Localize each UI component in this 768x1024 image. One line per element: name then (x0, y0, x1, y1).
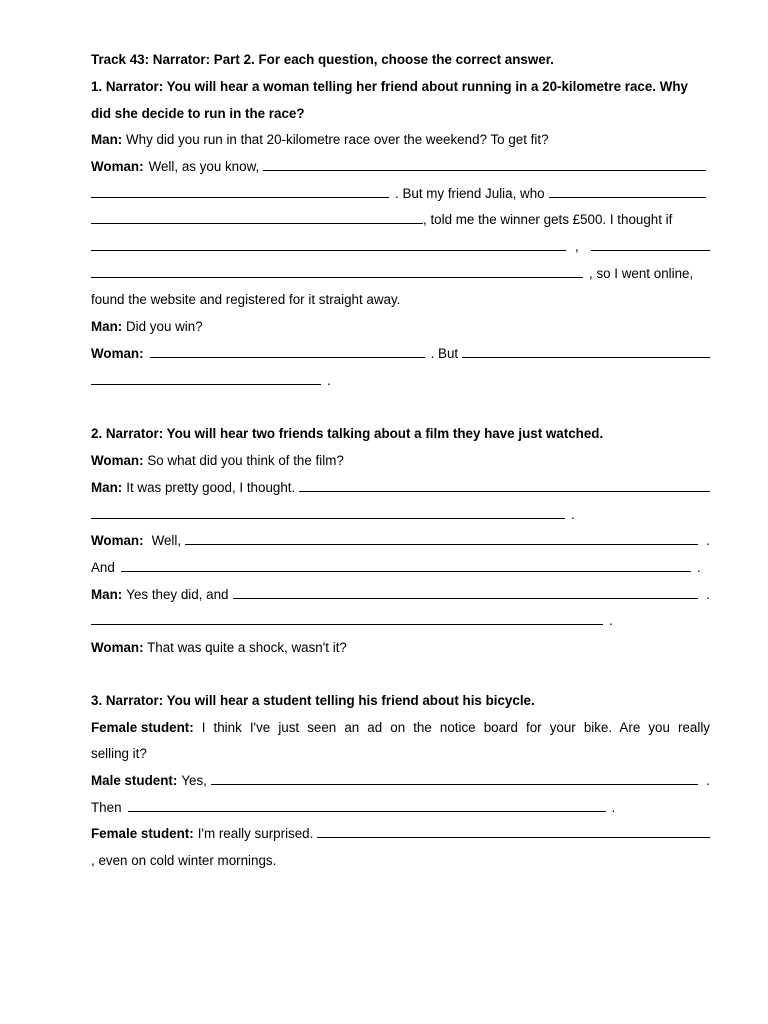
q1-line9 (91, 372, 710, 390)
dialogue-text: Then (91, 800, 122, 815)
answer-blank[interactable] (591, 238, 710, 251)
speaker-label: Female student: (91, 826, 194, 841)
dialogue-text: It was pretty good, I thought. (126, 480, 296, 495)
dialogue-text: Did you win? (125, 319, 203, 334)
q1-prompt-line2: did she decide to run in the race? (91, 106, 305, 121)
dialogue-text: . But my friend Julia, who (395, 186, 545, 201)
answer-blank[interactable] (91, 506, 565, 519)
q1-woman-line2 (91, 345, 710, 363)
dialogue-text: . (706, 773, 710, 788)
answer-blank[interactable] (91, 185, 389, 198)
q2-woman-line1 (91, 452, 710, 470)
q3-prompt: 3. Narrator: You will hear a student telling his friend about his bicycle. (91, 693, 535, 708)
dialogue-text: , so I went online, (589, 266, 694, 281)
dialogue-text: . (706, 533, 710, 548)
q1-line5 (91, 238, 710, 256)
answer-blank[interactable] (233, 586, 699, 599)
speaker-label: Woman: (91, 159, 144, 174)
answer-blank[interactable] (462, 345, 710, 358)
q1-man-line1 (91, 131, 710, 149)
dialogue-text: Well, (151, 533, 182, 548)
dialogue-text: Yes they did, and (126, 587, 229, 602)
dialogue-text: I'm really surprised. (197, 826, 314, 841)
answer-blank[interactable] (91, 211, 423, 224)
q1-woman-line1 (91, 158, 710, 176)
speaker-label: Female student: (91, 720, 194, 735)
q1-line3 (91, 185, 710, 203)
dialogue-text: . (571, 507, 575, 522)
answer-blank[interactable] (185, 532, 698, 545)
speaker-label: Woman: (91, 453, 144, 468)
q2-woman-line2 (91, 532, 710, 550)
q1-prompt-line1: 1. Narrator: You will hear a woman telling her friend about running in a 20-kilometre race. Why (91, 79, 688, 94)
dialogue-text: So what did you think of the film? (147, 453, 344, 468)
dialogue-text: . (611, 800, 616, 815)
answer-blank[interactable] (150, 345, 425, 358)
q2-man-line1 (91, 479, 710, 497)
q2-prompt: 2. Narrator: You will hear two friends talking about a film they have just watched. (91, 426, 604, 441)
q2-line4 (91, 506, 710, 524)
answer-blank[interactable] (317, 825, 710, 838)
track-header: Track 43: Narrator: Part 2. For each question, choose the correct answer. (91, 52, 554, 67)
q3-line3: selling it? (91, 746, 147, 761)
q3-female-line1 (91, 719, 710, 737)
answer-blank[interactable] (91, 372, 321, 385)
dialogue-text: Why did you run in that 20-kilometre race over the weekend? To get fit? (125, 132, 549, 147)
dialogue-text: . (696, 560, 701, 575)
answer-blank[interactable] (211, 772, 698, 785)
dialogue-text: That was quite a shock, wasn't it? (147, 640, 347, 655)
q2-line6 (91, 559, 710, 577)
answer-blank[interactable] (91, 612, 603, 625)
q1-line4 (91, 211, 710, 229)
q3-female-line2 (91, 825, 710, 843)
answer-blank[interactable] (549, 185, 706, 198)
answer-blank[interactable] (128, 799, 606, 812)
speaker-label: Woman: (91, 640, 144, 655)
speaker-label: Woman: (91, 533, 144, 548)
dialogue-text: And (91, 560, 115, 575)
answer-blank[interactable] (263, 158, 706, 171)
speaker-label: Male student: (91, 773, 178, 788)
speaker-label: Man: (91, 587, 123, 602)
dialogue-text: , (575, 239, 579, 254)
dialogue-text: . But (430, 346, 459, 361)
speaker-label: Man: (91, 132, 123, 147)
dialogue-text: Well, as you know, (148, 159, 260, 174)
q2-woman-line3 (91, 639, 710, 657)
q1-line7: found the website and registered for it straight away. (91, 292, 401, 307)
speaker-label: Man: (91, 319, 123, 334)
q3-line7: , even on cold winter mornings. (91, 853, 277, 868)
dialogue-text: . (327, 373, 331, 388)
answer-blank[interactable] (91, 265, 583, 278)
answer-blank[interactable] (121, 559, 691, 572)
q1-line6 (91, 265, 710, 283)
answer-blank[interactable] (91, 238, 566, 251)
dialogue-text: Yes, (181, 773, 207, 788)
dialogue-text: . (706, 587, 710, 602)
q3-line5 (91, 799, 710, 817)
q3-male-line1 (91, 772, 710, 790)
speaker-label: Woman: (91, 346, 144, 361)
q1-man-line2 (91, 318, 710, 336)
dialogue-text: . (609, 613, 613, 628)
speaker-label: Man: (91, 480, 123, 495)
answer-blank[interactable] (299, 479, 710, 492)
q2-line8 (91, 612, 710, 630)
dialogue-text: , told me the winner gets £500. I thought if (423, 212, 673, 227)
dialogue-text: I think I've just seen an ad on the notice board for your bike. Are you really (201, 720, 710, 735)
q2-man-line2 (91, 586, 710, 604)
